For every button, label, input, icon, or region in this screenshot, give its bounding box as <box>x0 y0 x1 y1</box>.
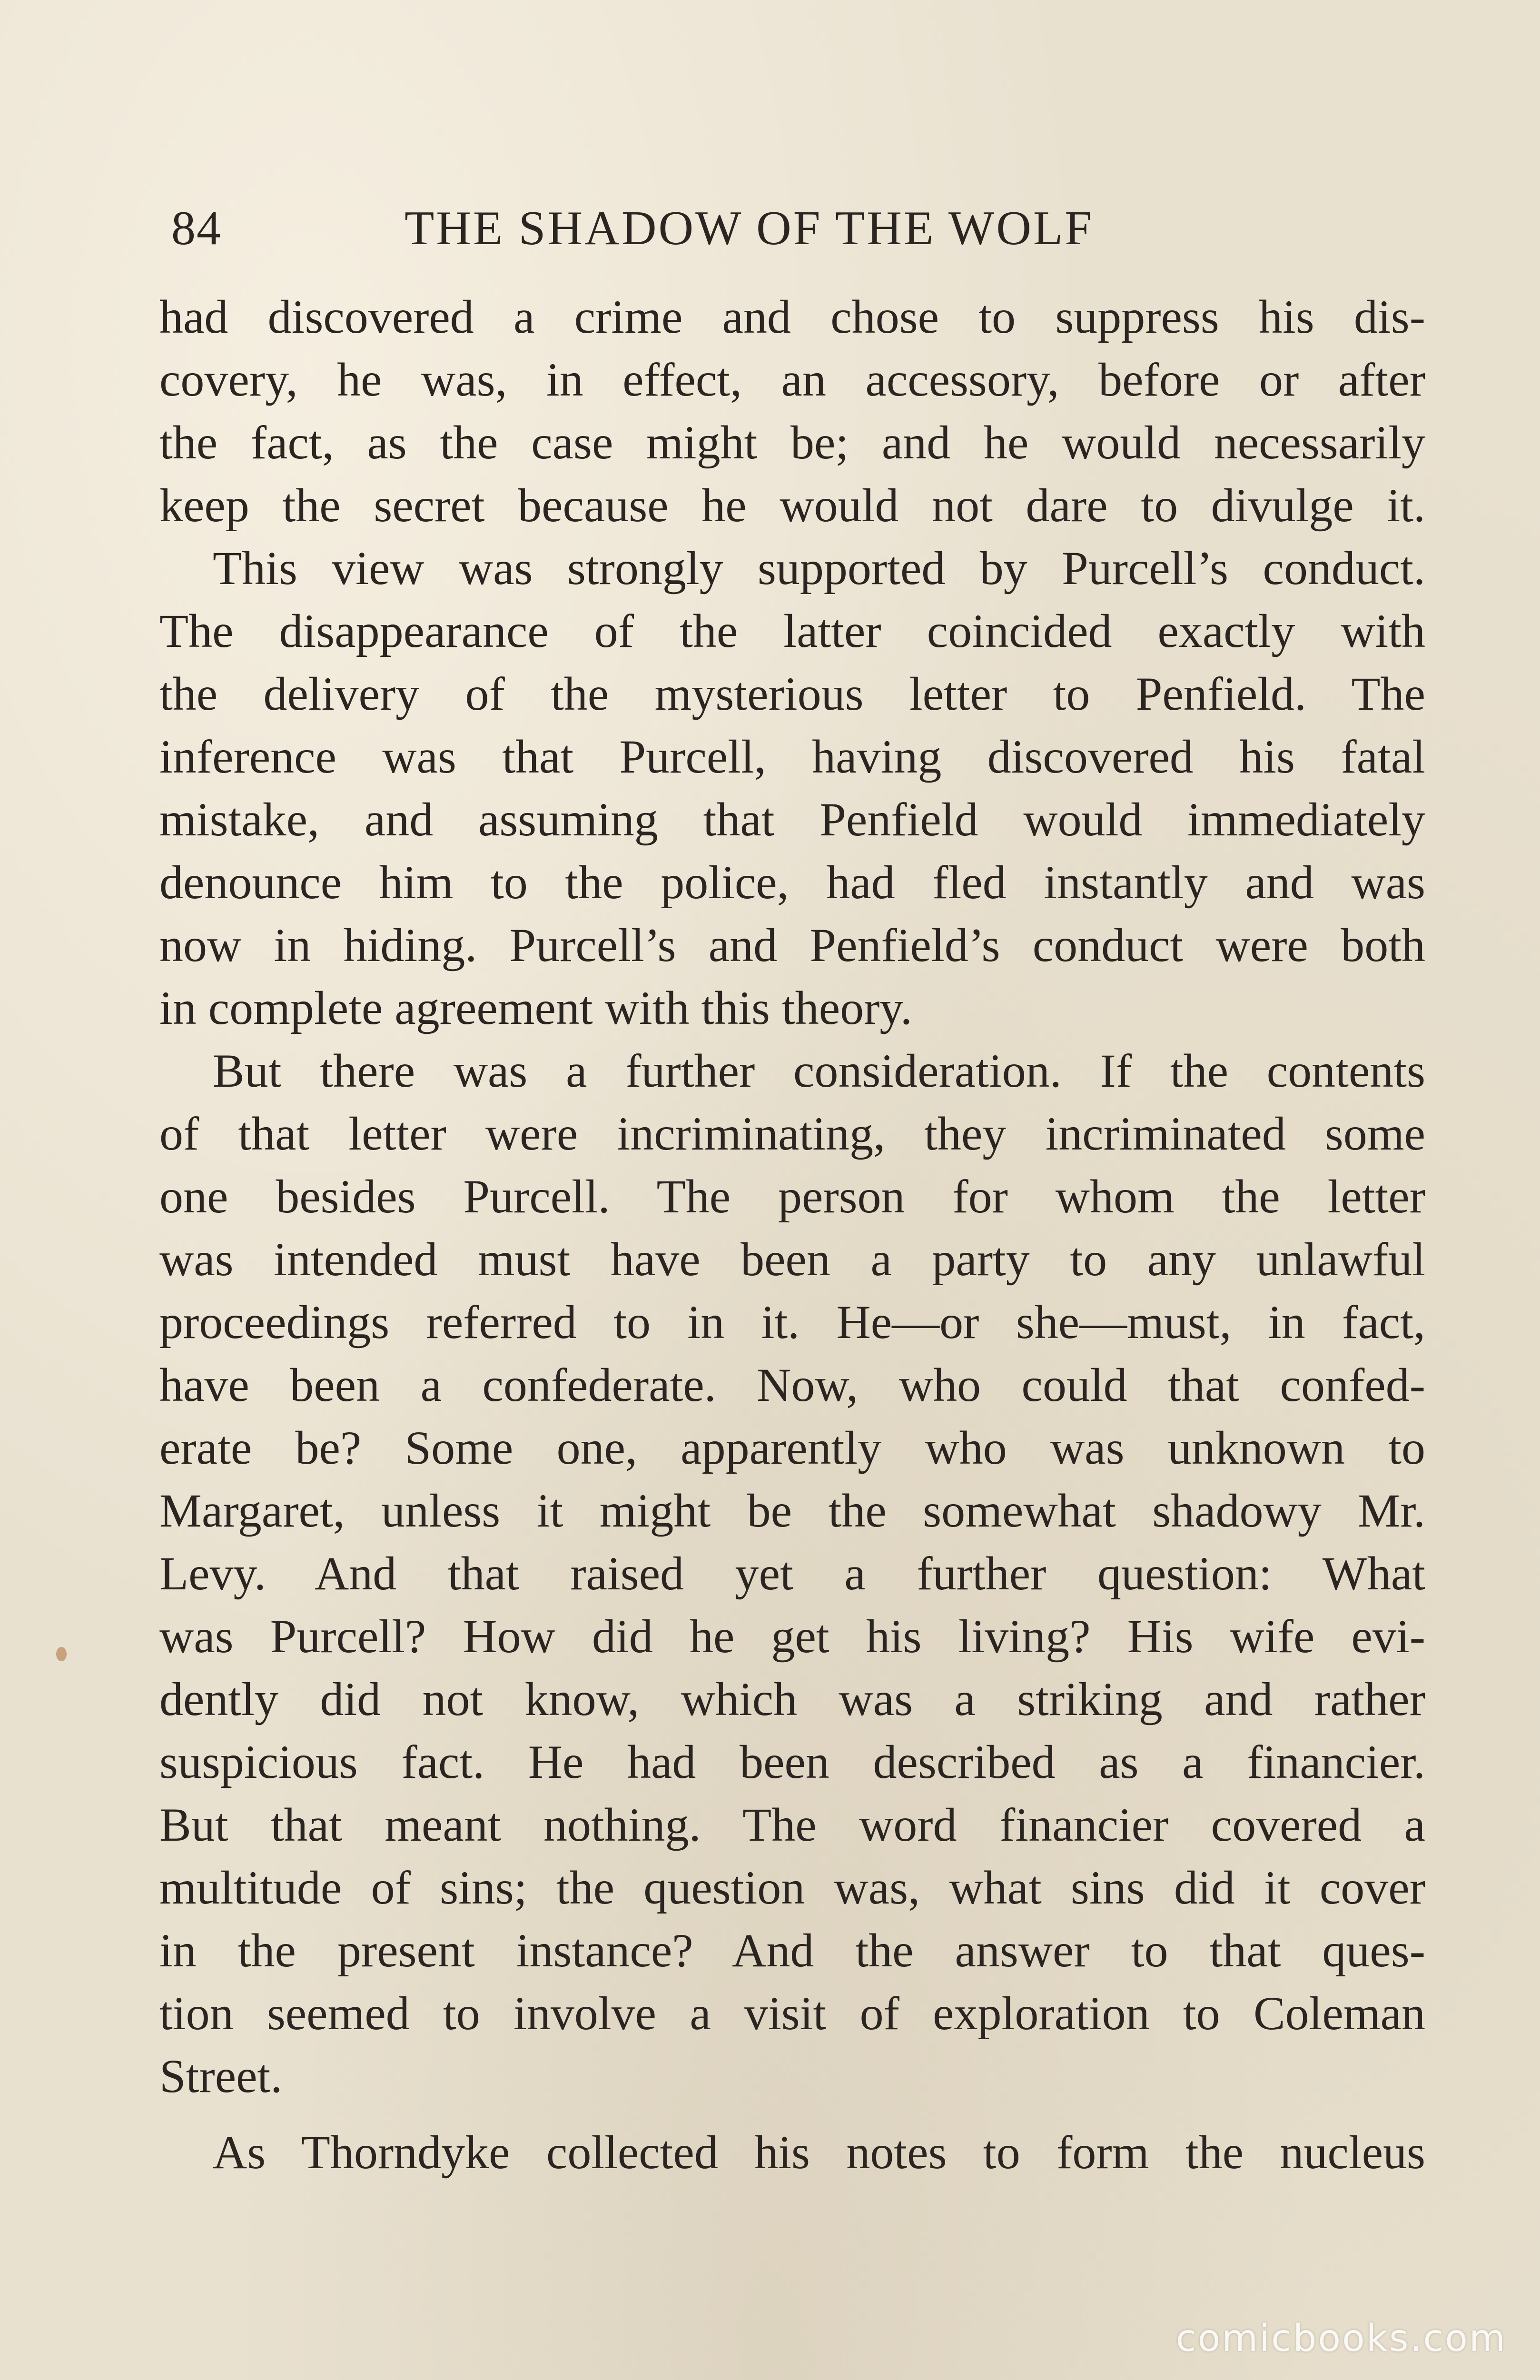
text-line: As Thorndyke collected his notes to form the nucleus <box>213 2126 1425 2179</box>
text-line: Margaret, unless it might be the somewhat shadowy Mr. <box>159 1484 1425 1537</box>
body-text <box>159 286 1425 2184</box>
text-line: had discovered a crime and chose to suppress his dis- <box>159 290 1425 343</box>
paragraph-3 <box>159 1040 1425 2108</box>
text-line: The disappearance of the latter coincided exactly with <box>159 605 1425 657</box>
text-line: proceedings referred to in it. He—or she—must, in fact, <box>159 1296 1425 1349</box>
text-line: This view was strongly supported by Purcell’s conduct. <box>213 542 1425 595</box>
paragraph-4 <box>159 2121 1425 2184</box>
paragraph-2 <box>159 537 1425 1040</box>
text-line: tion seemed to involve a visit of exploration to Coleman <box>159 1987 1425 2040</box>
text-line: covery, he was, in effect, an accessory, before or after <box>159 353 1425 406</box>
text-line: now in hiding. Purcell’s and Penfield’s conduct were both <box>159 919 1425 972</box>
paragraph-1 <box>159 286 1425 537</box>
text-line: erate be? Some one, apparently who was unknown to <box>159 1421 1425 1474</box>
running-head <box>167 193 1428 264</box>
text-line: was intended must have been a party to any unlawful <box>159 1233 1425 1286</box>
text-line: keep the secret because he would not dare to divulge it. <box>159 479 1425 532</box>
text-line: in the present instance? And the answer to that ques- <box>159 1924 1425 1977</box>
text-line: Levy. And that raised yet a further question: What <box>159 1547 1425 1600</box>
text-line: was Purcell? How did he get his living? His wife evi- <box>159 1610 1425 1663</box>
text-line: But there was a further consideration. If the contents <box>213 1044 1425 1097</box>
text-line: of that letter were incriminating, they incriminated some <box>159 1107 1425 1160</box>
book-title: THE SHADOW OF THE WOLF <box>405 201 1094 255</box>
text-line: suspicious fact. He had been described as a financier. <box>159 1735 1425 1788</box>
text-line: mistake, and assuming that Penfield would immediately <box>159 793 1425 846</box>
text-line: multitude of sins; the question was, what sins did it cover <box>159 1861 1425 1914</box>
page-number: 84 <box>171 201 222 255</box>
text-line: the delivery of the mysterious letter to Penfield. The <box>159 667 1425 720</box>
text-line: the fact, as the case might be; and he would necessarily <box>159 416 1425 469</box>
text-line: one besides Purcell. The person for whom the letter <box>159 1170 1425 1223</box>
text-line: inference was that Purcell, having discovered his fatal <box>159 730 1425 783</box>
text-line: Street. <box>159 2050 283 2102</box>
paragraph-gap <box>159 2108 1425 2121</box>
text-line: But that meant nothing. The word financier covered a <box>159 1798 1425 1851</box>
paper-stain <box>56 1647 67 1661</box>
text-line: in complete agreement with this theory. <box>159 982 912 1034</box>
text-line: denounce him to the police, had fled instantly and was <box>159 856 1425 909</box>
text-line: have been a confederate. Now, who could that confed- <box>159 1359 1425 1411</box>
site-watermark: comicbooks.com <box>1175 2317 1507 2360</box>
text-line: dently did not know, which was a striking and rather <box>159 1673 1425 1726</box>
